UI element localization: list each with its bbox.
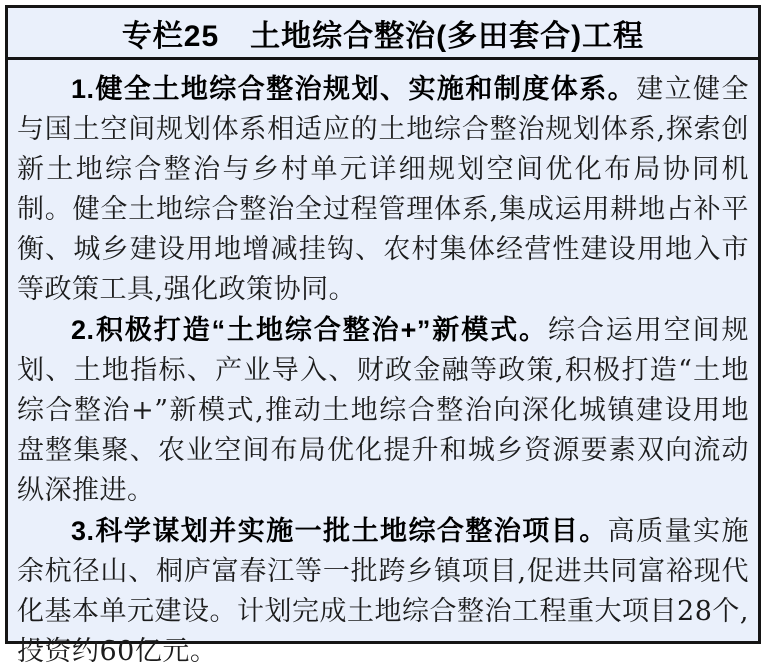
paragraph-2-lead: 2.积极打造“土地综合整治+”新模式。 (71, 315, 548, 345)
paragraph-3 (17, 511, 749, 672)
paragraph-3-lead: 3.科学谋划并实施一批土地综合整治项目。 (71, 516, 608, 546)
paragraph-1 (17, 69, 749, 310)
paragraph-2 (17, 310, 749, 511)
panel-body (8, 60, 758, 672)
panel-title: 专栏25 土地综合整治(多田套合)工程 (121, 19, 645, 53)
paragraph-3-text: 高质量实施余杭径山、桐庐富春江等一批跨乡镇项目,促进共同富裕现代化基本单元建设。计划完成土地综合整治工程重大项目28个,投资约60亿元。 (17, 516, 749, 667)
feature-box-panel (5, 5, 761, 667)
paragraph-1-text: 建立健全与国土空间规划体系相适应的土地综合整治规划体系,探索创新土地综合整治与乡村单元详细规划空间优化布局协同机制。健全土地综合整治全过程管理体系,集成运用耕地占补平衡、城乡建设用地增减挂钩、农村集体经营性建设用地入市等政策工具,强化政策协同。 (17, 74, 749, 305)
paragraph-1-lead: 1.健全土地综合整治规划、实施和制度体系。 (71, 74, 637, 104)
paragraph-2-text: 综合运用空间规划、土地指标、产业导入、财政金融等政策,积极打造“土地综合整治+”新模式,推动土地综合整治向深化城镇建设用地盘整集聚、农业空间布局优化提升和城乡资源要素双向流动纵深推进。 (17, 315, 749, 506)
panel-header (8, 8, 758, 60)
